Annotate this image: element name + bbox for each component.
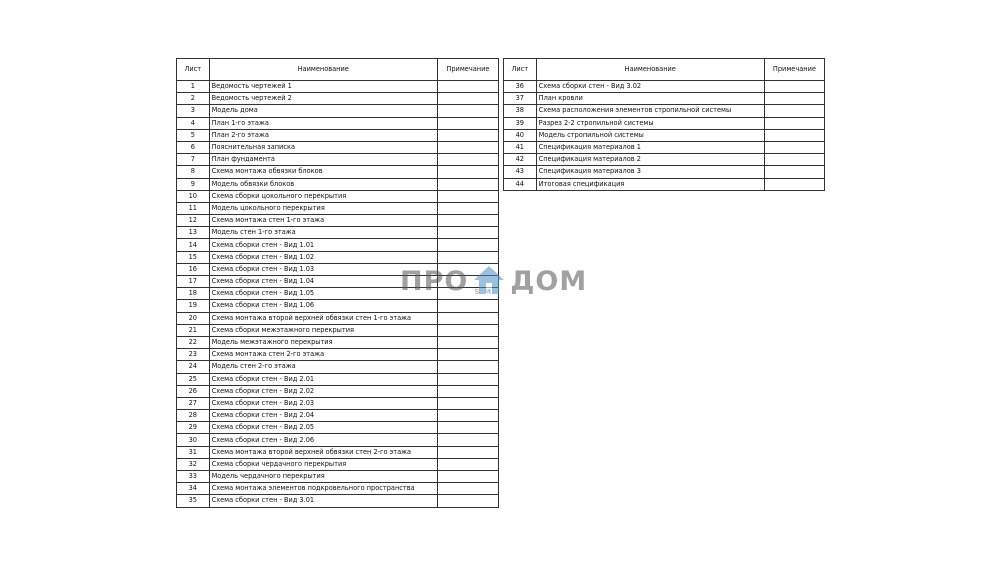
sheet-name: Схема сборки стен - Вид 3.02 bbox=[536, 81, 764, 93]
sheet-number: 7 bbox=[177, 154, 210, 166]
sheet-number: 24 bbox=[177, 361, 210, 373]
table-row bbox=[177, 154, 499, 166]
sheet-note bbox=[437, 446, 498, 458]
watermark-text-right: ДОМ bbox=[510, 265, 588, 297]
sheet-number: 5 bbox=[177, 129, 210, 141]
sheet-number: 25 bbox=[177, 373, 210, 385]
sheet-name: Спецификация материалов 1 bbox=[536, 141, 764, 153]
table-row bbox=[177, 349, 499, 361]
table-row bbox=[177, 93, 499, 105]
sheet-name: Пояснительная записка bbox=[209, 141, 437, 153]
sheet-name: Схема монтажа второй верхней обвязки стен 1-го этажа bbox=[209, 312, 437, 324]
sheet-name: Спецификация материалов 3 bbox=[536, 166, 764, 178]
sheet-note bbox=[764, 141, 824, 153]
sheet-name: Схема монтажа второй верхней обвязки стен 2-го этажа bbox=[209, 446, 437, 458]
header-sheet: Лист bbox=[504, 59, 537, 81]
sheet-name: План кровли bbox=[536, 93, 764, 105]
sheet-note bbox=[437, 190, 498, 202]
header-name: Наименование bbox=[536, 59, 764, 81]
table-row bbox=[177, 166, 499, 178]
sheet-name: Модель межэтажного перекрытия bbox=[209, 336, 437, 348]
sheet-number: 4 bbox=[177, 117, 210, 129]
sheet-note bbox=[764, 154, 824, 166]
header-note: Примечание bbox=[437, 59, 498, 81]
table-row bbox=[177, 227, 499, 239]
table-row bbox=[177, 312, 499, 324]
table-row bbox=[177, 251, 499, 263]
sheet-name: Модель стропильной системы bbox=[536, 129, 764, 141]
sheet-number: 30 bbox=[177, 434, 210, 446]
sheet-name: Схема монтажа обвязки блоков bbox=[209, 166, 437, 178]
table-row bbox=[177, 397, 499, 409]
table-row bbox=[177, 336, 499, 348]
table-row bbox=[177, 373, 499, 385]
table-row bbox=[177, 410, 499, 422]
table-row bbox=[177, 105, 499, 117]
sheet-note bbox=[437, 458, 498, 470]
table-row bbox=[177, 215, 499, 227]
table-row bbox=[177, 385, 499, 397]
table-row bbox=[504, 105, 825, 117]
sheet-number: 8 bbox=[177, 166, 210, 178]
sheet-number: 10 bbox=[177, 190, 210, 202]
sheet-number: 17 bbox=[177, 276, 210, 288]
house-icon bbox=[472, 263, 506, 299]
sheet-note bbox=[437, 495, 498, 507]
sheet-note bbox=[764, 117, 824, 129]
sheet-note bbox=[764, 178, 824, 190]
sheet-number: 38 bbox=[504, 105, 537, 117]
sheet-number: 36 bbox=[504, 81, 537, 93]
sheet-name: Схема монтажа стен 1-го этажа bbox=[209, 215, 437, 227]
sheet-name: Схема расположения элементов стропильной системы bbox=[536, 105, 764, 117]
sheet-note bbox=[437, 312, 498, 324]
sheet-note bbox=[764, 93, 824, 105]
sheet-note bbox=[437, 422, 498, 434]
table-row bbox=[504, 178, 825, 190]
sheet-name: Ведомость чертежей 1 bbox=[209, 81, 437, 93]
sheet-note bbox=[437, 361, 498, 373]
sheet-note bbox=[437, 434, 498, 446]
sheet-note bbox=[437, 141, 498, 153]
sheet-number: 22 bbox=[177, 336, 210, 348]
sheet-name: Модель дома bbox=[209, 105, 437, 117]
sheet-name: План фундамента bbox=[209, 154, 437, 166]
sheet-name: Модель цокольного перекрытия bbox=[209, 202, 437, 214]
sheet-number: 11 bbox=[177, 202, 210, 214]
sheet-number: 9 bbox=[177, 178, 210, 190]
sheet-note bbox=[764, 105, 824, 117]
sheet-note bbox=[437, 324, 498, 336]
sheet-note bbox=[437, 483, 498, 495]
header-name: Наименование bbox=[209, 59, 437, 81]
sheet-note bbox=[437, 385, 498, 397]
sheet-note bbox=[437, 154, 498, 166]
sheet-note bbox=[764, 166, 824, 178]
sheet-number: 33 bbox=[177, 471, 210, 483]
table-row bbox=[177, 324, 499, 336]
table-row bbox=[177, 129, 499, 141]
sheet-number: 27 bbox=[177, 397, 210, 409]
sheet-name: Спецификация материалов 2 bbox=[536, 154, 764, 166]
table-row bbox=[177, 471, 499, 483]
sheet-number: 42 bbox=[504, 154, 537, 166]
sheet-number: 3 bbox=[177, 105, 210, 117]
sheet-name: Схема сборки стен - Вид 2.04 bbox=[209, 410, 437, 422]
sheet-number: 23 bbox=[177, 349, 210, 361]
sheet-note bbox=[437, 239, 498, 251]
table-row bbox=[177, 239, 499, 251]
table-header-row bbox=[177, 59, 499, 81]
table-row bbox=[177, 81, 499, 93]
sheet-name: Схема сборки межэтажного перекрытия bbox=[209, 324, 437, 336]
sheet-name: Схема монтажа стен 2-го этажа bbox=[209, 349, 437, 361]
table-row bbox=[177, 458, 499, 470]
sheet-note bbox=[437, 178, 498, 190]
table-row bbox=[177, 434, 499, 446]
sheet-name: Итоговая спецификация bbox=[536, 178, 764, 190]
sheet-number: 21 bbox=[177, 324, 210, 336]
sheet-name: Схема сборки чердачного перекрытия bbox=[209, 458, 437, 470]
sheet-name: Схема сборки стен - Вид 3.01 bbox=[209, 495, 437, 507]
sheet-name: Схема монтажа элементов подкровельного пространства bbox=[209, 483, 437, 495]
sheet-number: 13 bbox=[177, 227, 210, 239]
sheet-note bbox=[437, 105, 498, 117]
sheet-number: 44 bbox=[504, 178, 537, 190]
sheet-number: 41 bbox=[504, 141, 537, 153]
watermark-subtext: SEM bbox=[474, 288, 492, 296]
header-note: Примечание bbox=[764, 59, 824, 81]
table-row bbox=[177, 300, 499, 312]
sheet-name: Схема сборки цокольного перекрытия bbox=[209, 190, 437, 202]
sheet-name: Схема сборки стен - Вид 1.02 bbox=[209, 251, 437, 263]
sheet-note bbox=[437, 349, 498, 361]
sheet-name: Модель обвязки блоков bbox=[209, 178, 437, 190]
watermark-logo bbox=[400, 263, 600, 299]
sheet-note bbox=[437, 373, 498, 385]
table-row bbox=[504, 166, 825, 178]
sheet-name: Модель стен 2-го этажа bbox=[209, 361, 437, 373]
table-body-right bbox=[504, 81, 825, 191]
table-row bbox=[177, 141, 499, 153]
sheet-note bbox=[437, 93, 498, 105]
sheet-number: 28 bbox=[177, 410, 210, 422]
sheet-note bbox=[437, 397, 498, 409]
sheet-number: 15 bbox=[177, 251, 210, 263]
sheet-note bbox=[437, 410, 498, 422]
sheet-name: План 2-го этажа bbox=[209, 129, 437, 141]
table-row bbox=[177, 178, 499, 190]
sheet-note bbox=[437, 215, 498, 227]
table-row bbox=[177, 202, 499, 214]
sheet-number: 20 bbox=[177, 312, 210, 324]
table-row bbox=[504, 93, 825, 105]
sheet-name: Схема сборки стен - Вид 1.01 bbox=[209, 239, 437, 251]
sheet-number: 31 bbox=[177, 446, 210, 458]
sheet-note bbox=[437, 117, 498, 129]
sheet-note bbox=[437, 129, 498, 141]
watermark-text-left: ПРО bbox=[400, 265, 469, 297]
sheet-number: 16 bbox=[177, 263, 210, 275]
sheet-name: Схема сборки стен - Вид 1.05 bbox=[209, 288, 437, 300]
sheet-note bbox=[437, 202, 498, 214]
sheet-name: Ведомость чертежей 2 bbox=[209, 93, 437, 105]
sheet-note bbox=[437, 471, 498, 483]
sheet-name: Схема сборки стен - Вид 1.06 bbox=[209, 300, 437, 312]
sheet-number: 2 bbox=[177, 93, 210, 105]
table-header-row bbox=[504, 59, 825, 81]
table-row bbox=[504, 129, 825, 141]
sheet-number: 37 bbox=[504, 93, 537, 105]
sheet-number: 18 bbox=[177, 288, 210, 300]
table-row bbox=[177, 422, 499, 434]
sheet-number: 19 bbox=[177, 300, 210, 312]
sheet-name: Разрез 2-2 стропильной системы bbox=[536, 117, 764, 129]
sheet-number: 35 bbox=[177, 495, 210, 507]
sheet-number: 43 bbox=[504, 166, 537, 178]
sheet-name: Модель стен 1-го этажа bbox=[209, 227, 437, 239]
table-row bbox=[177, 495, 499, 507]
sheet-name: Схема сборки стен - Вид 2.03 bbox=[209, 397, 437, 409]
sheet-number: 32 bbox=[177, 458, 210, 470]
sheet-name: Схема сборки стен - Вид 2.05 bbox=[209, 422, 437, 434]
table-row bbox=[504, 141, 825, 153]
header-sheet: Лист bbox=[177, 59, 210, 81]
table-row bbox=[504, 154, 825, 166]
sheet-number: 40 bbox=[504, 129, 537, 141]
sheet-name: Схема сборки стен - Вид 1.04 bbox=[209, 276, 437, 288]
sheet-note bbox=[437, 227, 498, 239]
sheet-note bbox=[437, 81, 498, 93]
sheet-name: Модель чердачного перекрытия bbox=[209, 471, 437, 483]
sheet-name: Схема сборки стен - Вид 1.03 bbox=[209, 263, 437, 275]
table-row bbox=[177, 190, 499, 202]
sheet-number: 39 bbox=[504, 117, 537, 129]
drawings-table-right bbox=[503, 58, 825, 191]
sheet-number: 14 bbox=[177, 239, 210, 251]
sheet-number: 6 bbox=[177, 141, 210, 153]
sheet-note bbox=[764, 129, 824, 141]
sheet-note bbox=[437, 166, 498, 178]
table-row bbox=[177, 483, 499, 495]
sheet-note bbox=[437, 336, 498, 348]
sheet-number: 26 bbox=[177, 385, 210, 397]
table-row bbox=[177, 446, 499, 458]
sheet-number: 34 bbox=[177, 483, 210, 495]
table-row bbox=[177, 361, 499, 373]
sheet-name: Схема сборки стен - Вид 2.06 bbox=[209, 434, 437, 446]
sheet-name: Схема сборки стен - Вид 2.01 bbox=[209, 373, 437, 385]
sheet-note bbox=[437, 300, 498, 312]
sheet-note bbox=[437, 251, 498, 263]
sheet-number: 1 bbox=[177, 81, 210, 93]
table-row bbox=[504, 81, 825, 93]
sheet-name: Схема сборки стен - Вид 2.02 bbox=[209, 385, 437, 397]
table-row bbox=[177, 117, 499, 129]
table-row bbox=[504, 117, 825, 129]
sheet-number: 29 bbox=[177, 422, 210, 434]
sheet-note bbox=[764, 81, 824, 93]
sheet-number: 12 bbox=[177, 215, 210, 227]
sheet-name: План 1-го этажа bbox=[209, 117, 437, 129]
